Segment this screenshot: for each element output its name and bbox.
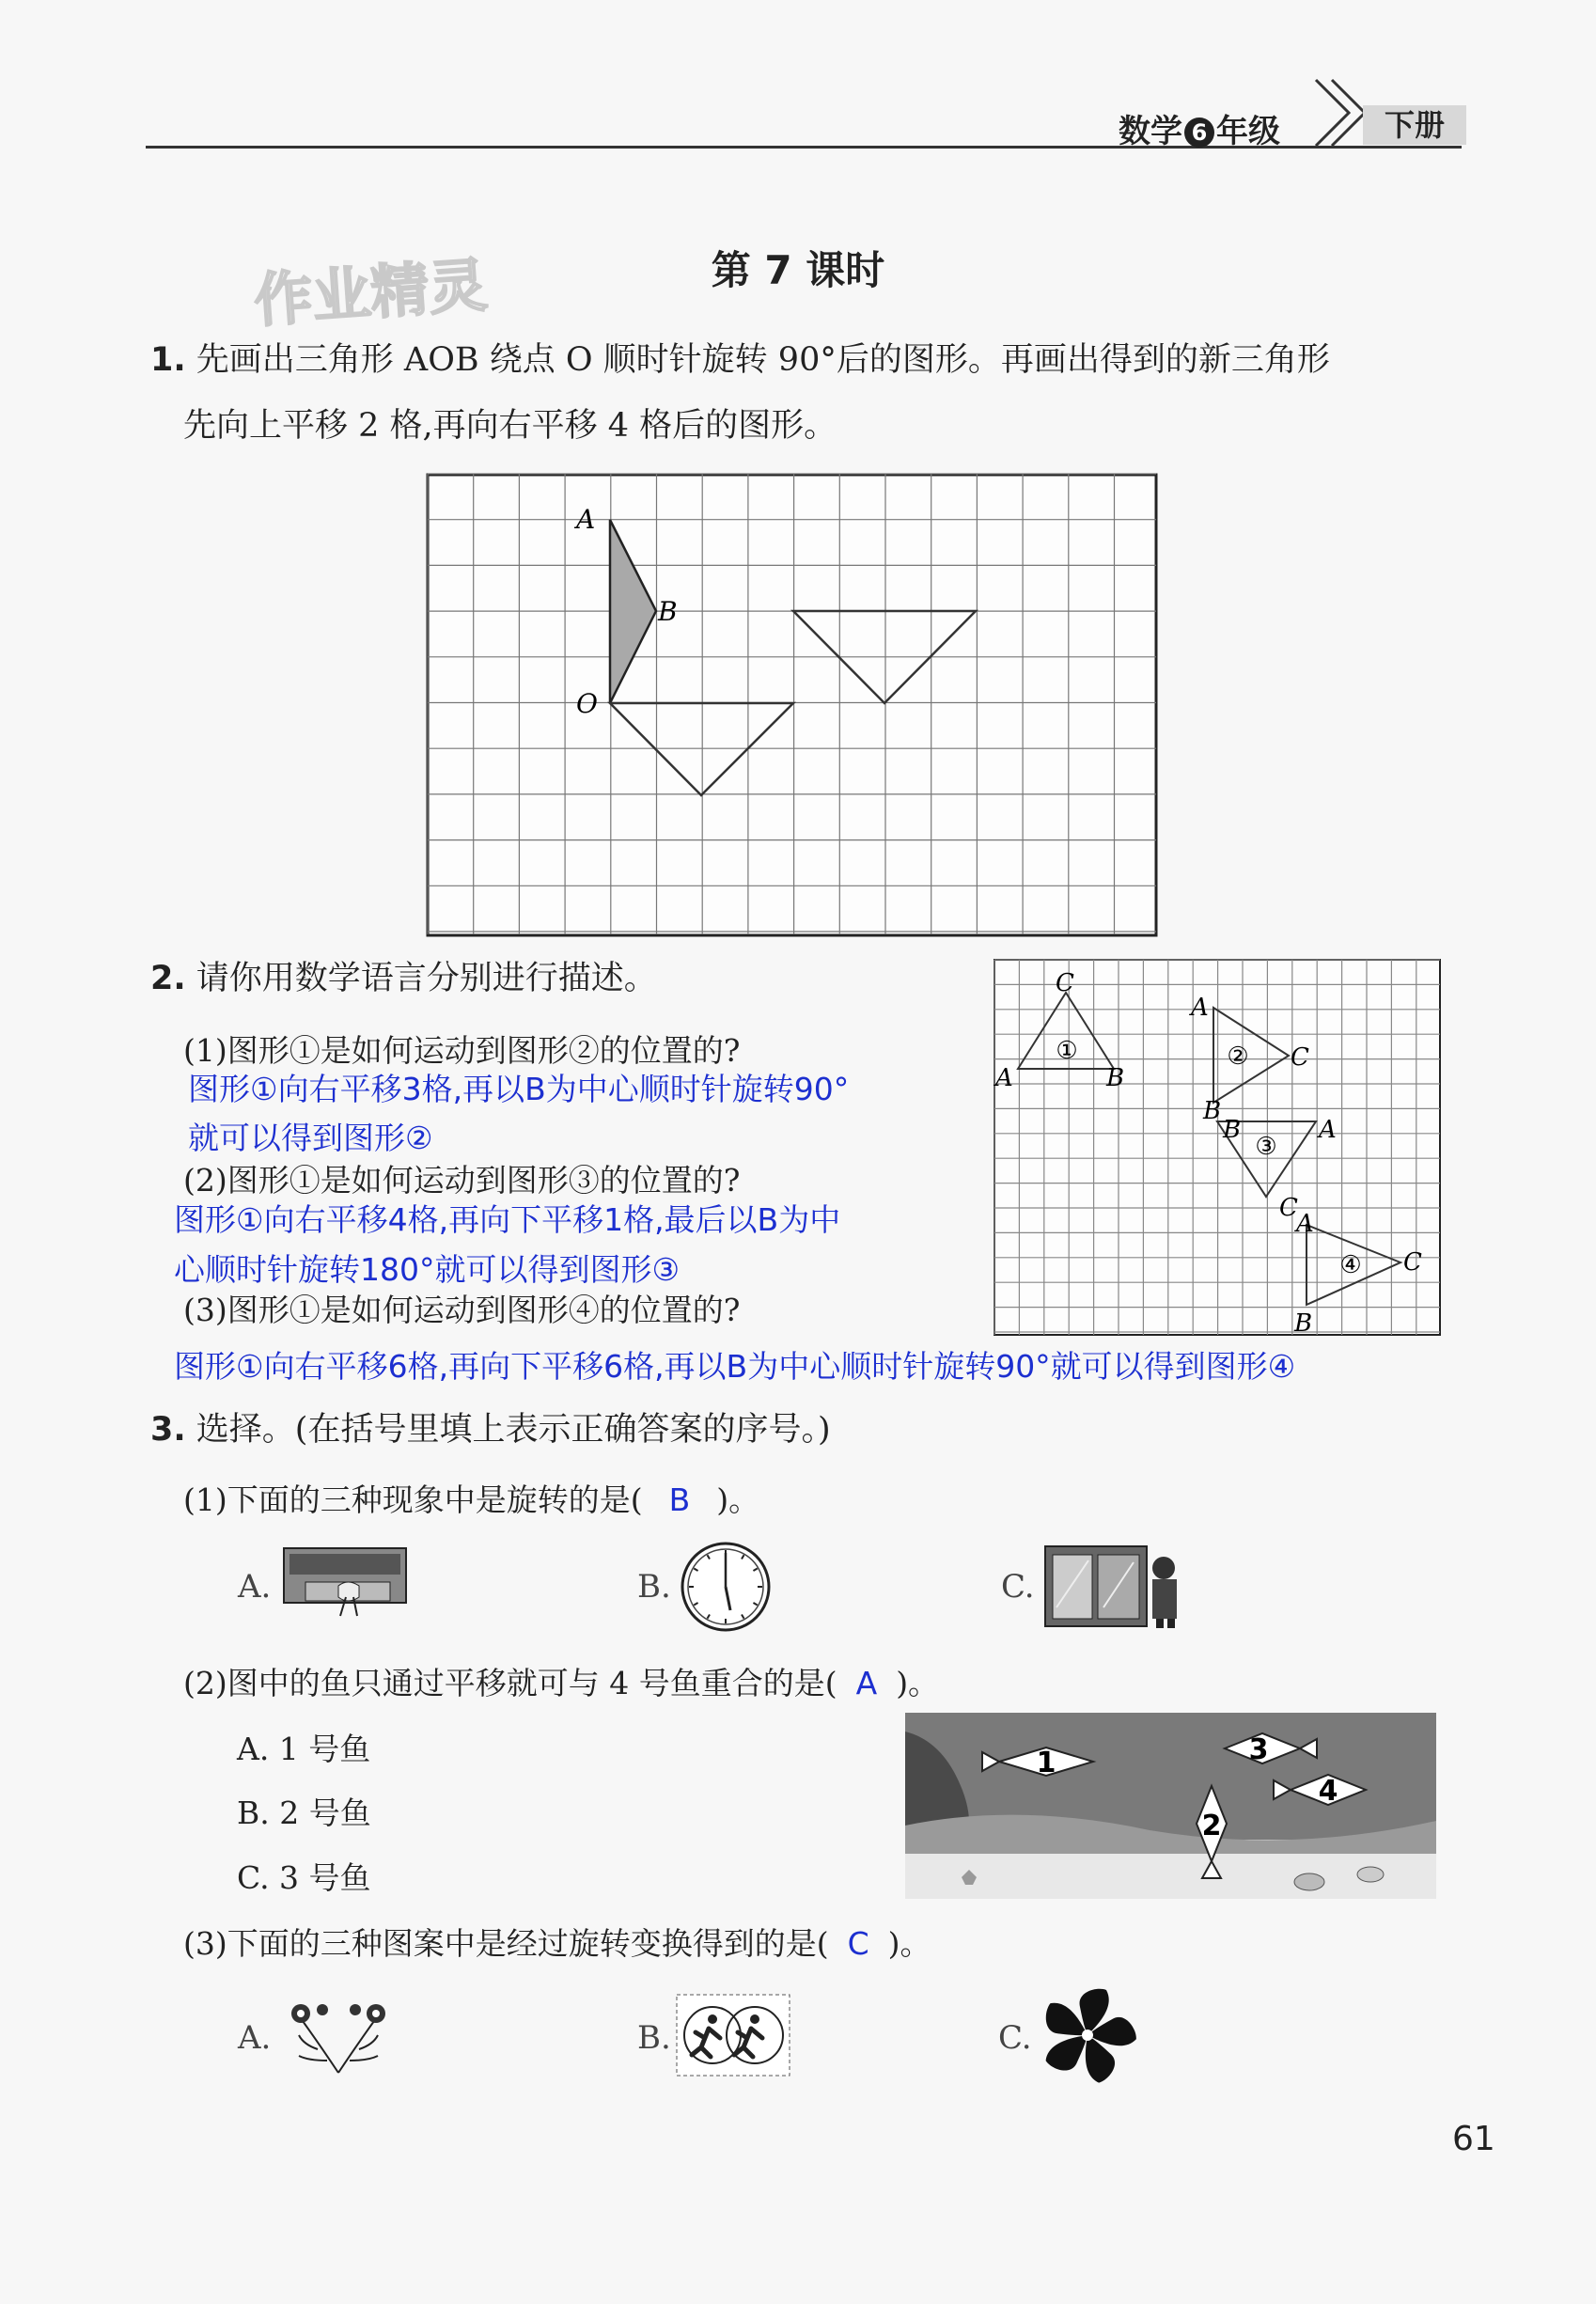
q1-grid-figure (423, 470, 1166, 940)
svg-text:2: 2 (1201, 1810, 1222, 1842)
q1-line1: 1. 先画出三角形 AOB 绕点 O 顺时针旋转 90°后的图形。再画出得到的新三角形 (150, 341, 1330, 379)
svg-text:4: 4 (1318, 1775, 1338, 1808)
q3-part1-answer: B (668, 1481, 691, 1518)
q3-part2-answer: A (855, 1665, 878, 1701)
q2-answer1-line2: 就可以得到图形② (188, 1120, 433, 1156)
q1-line2: 先向上平移 2 格,再向右平移 4 格后的图形。 (183, 407, 837, 445)
header-volume: 下册 (1363, 105, 1466, 145)
drawer-icon (282, 1546, 409, 1617)
q3-p3-opt-c: C. (998, 2019, 1032, 2057)
header-subject: 数学 6 年级 (1119, 113, 1280, 150)
bauhinia-flower-icon (1034, 1983, 1142, 2087)
svg-text:1: 1 (1036, 1747, 1056, 1779)
shape-4-number: ④ (1339, 1251, 1362, 1279)
q3-part3-answer: C (847, 1925, 869, 1962)
page-number: 61 (1452, 2120, 1495, 2158)
s4-label-b: B (1294, 1309, 1313, 1338)
label-o: O (576, 688, 598, 719)
s3-label-b: B (1223, 1116, 1242, 1144)
sliding-window-icon (1043, 1542, 1184, 1631)
q2-answer3: 图形①向右平移6格,再向下平移6格,再以B为中心顺时针旋转90°就可以得到图形④ (174, 1348, 1296, 1385)
q2-sub2: (2)图形①是如何运动到图形③的位置的? (183, 1162, 741, 1199)
q2-sub1: (1)图形①是如何运动到图形②的位置的? (183, 1032, 741, 1069)
q3-p1-opt-a: A. (238, 1568, 272, 1606)
s2-label-c: C (1291, 1043, 1309, 1072)
s4-label-c: C (1403, 1248, 1422, 1277)
q3-p1-opt-b: B. (637, 1568, 671, 1606)
shape-2-number: ② (1227, 1042, 1249, 1071)
q2-prompt: 2. 请你用数学语言分别进行描述。 (150, 960, 657, 997)
s3-label-c: C (1279, 1194, 1298, 1222)
clock-icon (679, 1540, 773, 1634)
label-b: B (658, 596, 678, 627)
grade-badge: 6 (1184, 118, 1214, 148)
s1-label-c: C (1056, 969, 1074, 997)
chevron-decoration-icon (1311, 75, 1368, 150)
s3-label-a: A (1319, 1116, 1337, 1144)
q3-part2: (2)图中的鱼只通过平移就可与 4 号鱼重合的是( A )。 (183, 1665, 940, 1701)
q3-part3: (3)下面的三种图案中是经过旋转变换得到的是( C )。 (183, 1925, 931, 1962)
s1-label-b: B (1106, 1064, 1125, 1092)
runners-pattern-icon (675, 1993, 792, 2077)
s4-label-a: A (1296, 1210, 1314, 1238)
q3-p2-opt-b: B. 2 号鱼 (237, 1795, 371, 1831)
shape-3-number: ③ (1255, 1133, 1277, 1161)
q3-p2-opt-c: C. 3 号鱼 (237, 1859, 371, 1896)
svg-text:3: 3 (1248, 1733, 1269, 1766)
q2-grid-figure (992, 957, 1443, 1338)
s2-label-b: B (1203, 1097, 1222, 1125)
q3-p3-opt-b: B. (637, 2019, 671, 2057)
s1-label-a: A (995, 1064, 1013, 1092)
q2-sub3: (3)图形①是如何运动到图形④的位置的? (183, 1292, 741, 1328)
q3-p1-opt-c: C. (1001, 1568, 1035, 1606)
flower-pattern-icon (280, 1993, 398, 2077)
fish-scene-image (905, 1713, 1441, 1901)
q3-part1: (1)下面的三种现象中是旋转的是( B )。 (183, 1481, 760, 1518)
label-a: A (576, 504, 596, 535)
q2-answer2-line2: 心顺时针旋转180°就可以得到图形③ (174, 1251, 681, 1288)
shape-1-number: ① (1056, 1037, 1078, 1065)
q2-answer2-line1: 图形①向右平移4格,再向下平移1格,最后以B为中 (174, 1201, 841, 1238)
q3-p2-opt-a: A. 1 号鱼 (237, 1731, 371, 1767)
q3-p3-opt-a: A. (238, 2019, 272, 2057)
lesson-title: 第 7 课时 (711, 247, 885, 293)
q2-answer1-line1: 图形①向右平移3格,再以B为中心顺时针旋转90° (188, 1071, 850, 1107)
q3-prompt: 3. 选择。(在括号里填上表示正确答案的序号。) (150, 1411, 831, 1449)
watermark: 作业精灵 (252, 250, 490, 336)
s2-label-a: A (1191, 994, 1209, 1022)
